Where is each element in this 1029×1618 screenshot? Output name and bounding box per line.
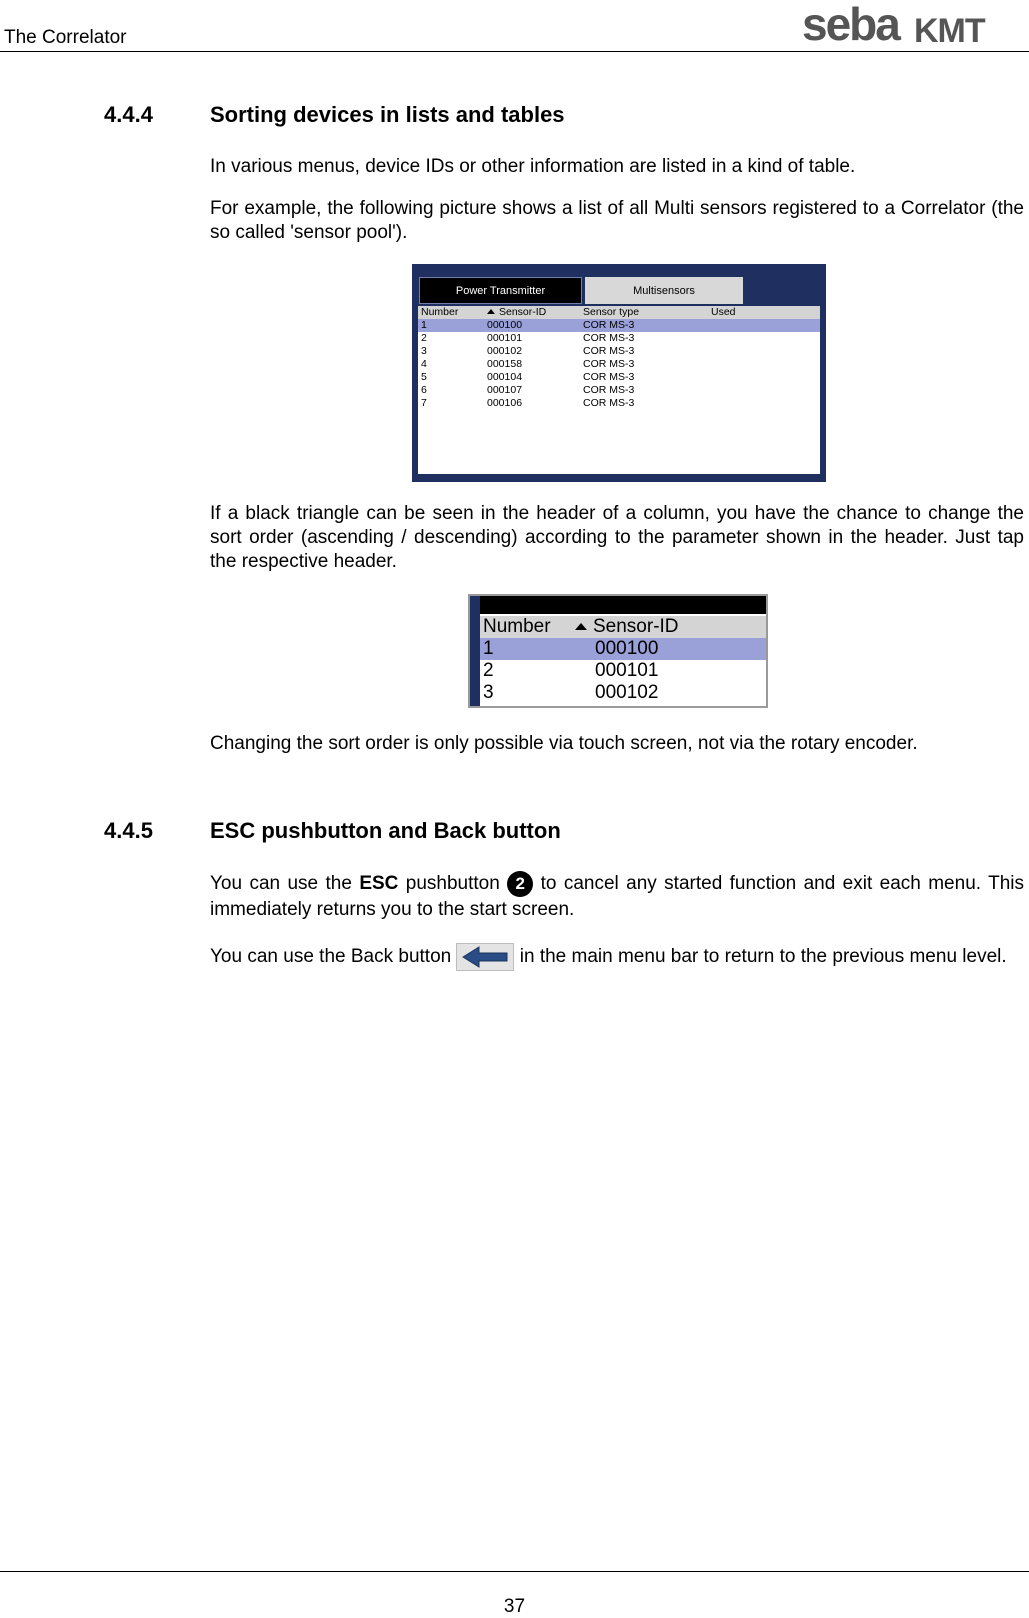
table-row[interactable] — [418, 332, 820, 345]
cell-sensor-type: COR MS-3 — [583, 371, 635, 383]
screen-frame-edge — [470, 596, 480, 706]
cell-sensor-id: 000104 — [487, 371, 523, 383]
section-title: ESC pushbutton and Back button — [210, 818, 561, 843]
table-row[interactable] — [418, 384, 820, 397]
paragraph — [210, 197, 1024, 245]
section-number: 4.4.4 — [104, 102, 153, 127]
esc-pushbutton-2-icon: 2 — [507, 871, 533, 897]
table-header — [480, 616, 766, 638]
column-header-number[interactable]: Number — [483, 616, 551, 637]
text: You can use the Back button — [210, 946, 457, 968]
cell-sensor-id: 000158 — [487, 358, 523, 370]
text: to cancel any started function and exit each menu. This immediately returns you to the start screen. — [210, 873, 1024, 920]
cell-sensor-id: 000102 — [487, 345, 523, 357]
footer-rule — [0, 1571, 1029, 1572]
cell-number: 4 — [421, 358, 427, 370]
paragraph-text: If a black triangle can be seen in the header of a column, you have the chance to change the sort order (ascending / descending) according to the parameter shown in the header. Just tap the respective header. — [210, 503, 1024, 572]
paragraph-text: In various menus, device IDs or other information are listed in a kind of table. — [210, 156, 856, 177]
table-row[interactable] — [480, 660, 766, 682]
paragraph-text: For example, the following picture shows a list of all Multi sensors registered to a Correlator (the so called 'sensor pool'). — [210, 198, 1024, 243]
running-header-title: The Correlator — [4, 27, 127, 48]
cell-sensor-type: COR MS-3 — [583, 384, 635, 396]
cell-number: 2 — [483, 660, 494, 681]
screen-top-bar — [480, 596, 766, 614]
cell-number: 7 — [421, 397, 427, 409]
table-row[interactable] — [480, 682, 766, 704]
sort-triangle-icon — [487, 309, 495, 314]
cell-sensor-id: 000100 — [487, 319, 523, 331]
cell-sensor-id: 000102 — [595, 682, 659, 703]
cell-sensor-type: COR MS-3 — [583, 345, 635, 357]
svg-text:KMT: KMT — [914, 12, 985, 48]
sensor-table — [418, 306, 820, 474]
column-header-sensor-id[interactable] — [575, 616, 679, 638]
paragraph — [210, 732, 1024, 756]
esc-label: ESC — [359, 873, 399, 895]
cell-number: 6 — [421, 384, 427, 396]
table-header — [418, 306, 820, 319]
cell-sensor-type: COR MS-3 — [583, 332, 635, 344]
cell-number: 1 — [421, 319, 427, 331]
cell-sensor-type: COR MS-3 — [583, 397, 635, 409]
cell-sensor-id: 000106 — [487, 397, 523, 409]
column-header-sensor-type[interactable]: Sensor type — [583, 306, 640, 318]
sort-triangle-icon — [575, 623, 587, 630]
tab-multisensors[interactable]: Multisensors — [585, 277, 743, 304]
column-header-used[interactable]: Used — [711, 306, 736, 318]
table-row[interactable] — [418, 345, 820, 358]
section-number: 4.4.5 — [104, 818, 153, 843]
paragraph-text: Changing the sort order is only possible via touch screen, not via the rotary encoder. — [210, 733, 918, 754]
back-arrow-icon — [456, 943, 514, 971]
text: pushbutton — [398, 873, 508, 895]
paragraph — [210, 155, 1024, 179]
table-row[interactable] — [418, 397, 820, 410]
cell-sensor-id: 000107 — [487, 384, 523, 396]
cell-number: 1 — [483, 638, 494, 659]
sort-header-zoom-screenshot — [468, 594, 768, 708]
cell-number: 3 — [421, 345, 427, 357]
cell-sensor-id: 000100 — [595, 638, 659, 659]
page-number: 37 — [503, 1596, 526, 1617]
text: in the main menu bar to return to the previous menu level. — [514, 946, 1007, 968]
cell-sensor-type: COR MS-3 — [583, 358, 635, 370]
table-row[interactable] — [418, 358, 820, 371]
column-header-label: Sensor-ID — [593, 616, 679, 637]
cell-number: 2 — [421, 332, 427, 344]
cell-number: 3 — [483, 682, 494, 703]
paragraph-back — [210, 943, 1024, 971]
section-title: Sorting devices in lists and tables — [210, 102, 565, 127]
svg-text:seba: seba — [802, 2, 899, 48]
cell-sensor-id: 000101 — [487, 332, 523, 344]
column-header-number[interactable]: Number — [421, 306, 459, 318]
column-header-sensor-id[interactable] — [487, 306, 546, 319]
sensor-pool-screenshot — [412, 264, 826, 482]
header-rule — [0, 51, 1029, 52]
cell-number: 5 — [421, 371, 427, 383]
tab-power-transmitter[interactable]: Power Transmitter — [419, 277, 582, 304]
column-header-label: Sensor-ID — [499, 306, 547, 318]
paragraph-esc — [210, 871, 1024, 922]
cell-sensor-id: 000101 — [595, 660, 659, 681]
table-row[interactable] — [418, 319, 820, 332]
sebakmt-logo — [802, 2, 1024, 48]
sensor-table-zoom — [480, 614, 766, 706]
table-row[interactable] — [418, 371, 820, 384]
text: You can use the — [210, 873, 360, 895]
table-row[interactable] — [480, 638, 766, 660]
cell-sensor-type: COR MS-3 — [583, 319, 635, 331]
paragraph — [210, 502, 1024, 574]
